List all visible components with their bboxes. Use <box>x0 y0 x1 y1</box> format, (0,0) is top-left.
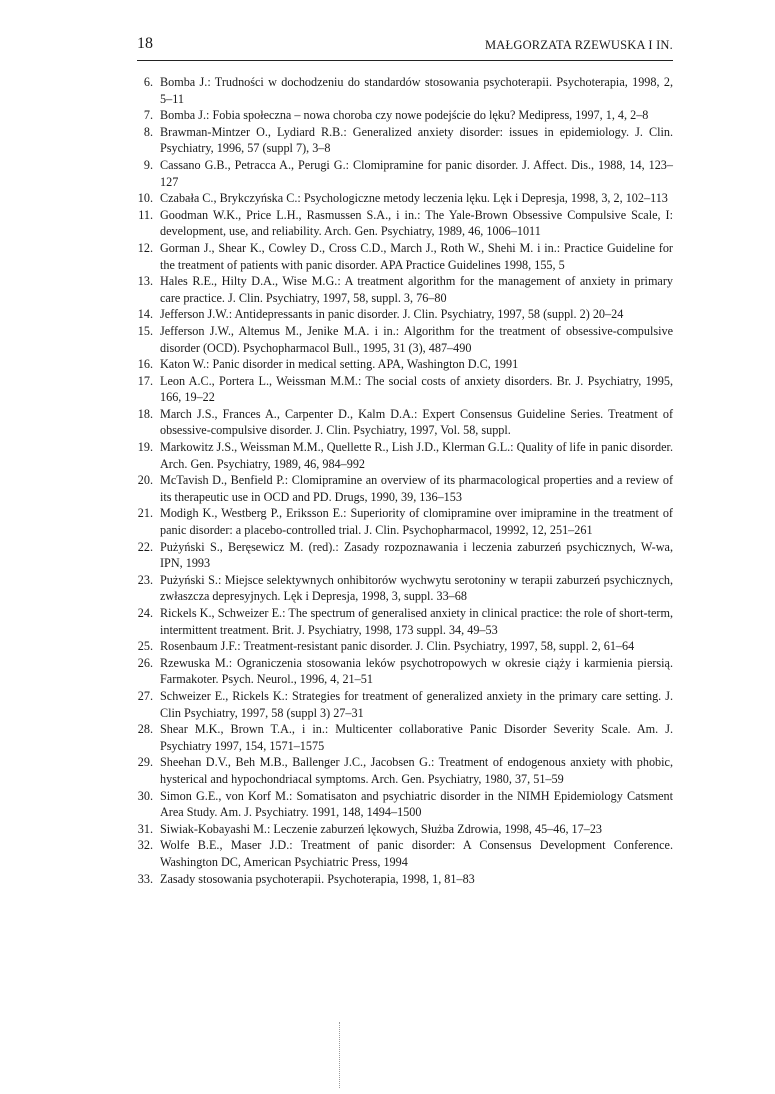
reference-text: March J.S., Frances A., Carpenter D., Kalm D.A.: Expert Consensus Guideline Series. Treatment of obsessive-compulsive disorder. J. Clin. Psychiatry, 1997, Vol. 58, suppl. <box>160 406 673 438</box>
reference-number: 16. <box>137 357 153 372</box>
reference-number: 14. <box>137 307 153 322</box>
reference-text: Cassano G.B., Petracca A., Perugi G.: Clomipramine for panic disorder. J. Affect. Dis., 1988, 14, 123–127 <box>160 157 673 189</box>
reference-item <box>137 323 673 356</box>
reference-item <box>137 373 673 406</box>
reference-item <box>137 439 673 472</box>
reference-number: 23. <box>137 572 153 587</box>
reference-item <box>137 837 673 870</box>
reference-item <box>137 788 673 821</box>
reference-text: Leon A.C., Portera L., Weissman M.M.: The social costs of anxiety disorders. Br. J. Psychiatry, 1995, 166, 19–22 <box>160 373 673 405</box>
reference-item <box>137 821 673 838</box>
reference-text: Katon W.: Panic disorder in medical setting. APA, Washington D.C, 1991 <box>160 357 519 372</box>
reference-text: Jefferson J.W.: Antidepressants in panic disorder. J. Clin. Psychiatry, 1997, 58 (suppl. 2) 20–24 <box>160 307 624 322</box>
reference-item <box>137 754 673 787</box>
reference-item <box>137 505 673 538</box>
reference-item <box>137 539 673 572</box>
reference-text: Sheehan D.V., Beh M.B., Ballenger J.C., Jacobsen G.: Treatment of endogenous anxiety with phobic, hysterical and hypochondriacal symptoms. Arch. Gen. Psychiatry, 1980, 37, 51–59 <box>160 755 673 786</box>
page-number: 18 <box>137 35 153 52</box>
reference-list <box>137 74 673 887</box>
page-header <box>137 34 673 61</box>
reference-item <box>137 605 673 638</box>
reference-text: Wolfe B.E., Maser J.D.: Treatment of panic disorder: A Consensus Development Conference. Washington DC, American Psychiatric Press, 1994 <box>160 838 673 869</box>
reference-text: Hales R.E., Hilty D.A., Wise M.G.: A treatment algorithm for the management of anxiety in primary care practice. J. Clin. Psychiatry, 1997, 58, suppl. 3, 76–80 <box>160 274 673 305</box>
reference-number: 21. <box>137 506 153 521</box>
reference-text: Markowitz J.S., Weissman M.M., Quellette R., Lish J.D., Klerman G.L.: Quality of life in panic disorder. Arch. Gen. Psychiatry, 1989, 46, 984–992 <box>160 440 673 471</box>
reference-item <box>137 240 673 273</box>
reference-text: Goodman W.K., Price L.H., Rasmussen S.A., i in.: The Yale-Brown Obsessive Compulsive Scale, I: development, use, and reliability. Arch. Gen. Psychiatry, 1989, 46, 1006–1011 <box>160 207 673 239</box>
reference-text: Zasady stosowania psychoterapii. Psychoterapia, 1998, 1, 81–83 <box>160 871 475 886</box>
reference-item <box>137 124 673 157</box>
scan-artifact-line <box>339 1022 340 1088</box>
reference-item <box>137 190 673 207</box>
reference-number: 10. <box>137 191 153 206</box>
reference-item <box>137 655 673 688</box>
reference-number: 7. <box>143 108 153 123</box>
reference-text: Gorman J., Shear K., Cowley D., Cross C.D., March J., Roth W., Shehi M. i in.: Practice Guideline for the treatment of patients with panic disorder. APA Practice Guidelines 1998, 155, 5 <box>160 240 673 272</box>
reference-text: Shear M.K., Brown T.A., i in.: Multicenter collaborative Panic Disorder Severity Scale. Am. J. Psychiatry 1997, 154, 1571–1575 <box>160 722 673 753</box>
reference-text: Bomba J.: Trudności w dochodzeniu do standardów stosowania psychoterapii. Psychoterapia, 1998, 2, 5–11 <box>160 75 673 106</box>
reference-number: 27. <box>137 688 153 703</box>
reference-item <box>137 207 673 240</box>
reference-text: Pużyński S.: Miejsce selektywnych onhibitorów wychwytu serotoniny w terapii zaburzeń psychicznych, zwłaszcza depresyjnych. Lęk i Depresja, 1998, 3, suppl. 33–68 <box>160 572 673 604</box>
reference-item <box>137 871 673 888</box>
reference-number: 6. <box>143 75 153 89</box>
reference-number: 13. <box>137 274 153 289</box>
reference-item <box>137 356 673 373</box>
reference-number: 17. <box>137 373 153 388</box>
reference-item <box>137 472 673 505</box>
reference-item <box>137 572 673 605</box>
reference-item <box>137 638 673 655</box>
running-head: MAŁGORZATA RZEWUSKA I IN. <box>484 38 673 52</box>
reference-item <box>137 688 673 721</box>
reference-text: Modigh K., Westberg P., Eriksson E.: Superiority of clomipramine over imipramine in the treatment of panic disorder: a placebo-controlled trial. J. Clin. Psychopharmacol, 19992, 12, 251–261 <box>160 506 673 538</box>
reference-text: Czabała C., Brykczyńska C.: Psychologiczne metody leczenia lęku. Lęk i Depresja, 1998, 3, 2, 102–113 <box>160 191 668 206</box>
reference-text: Simon G.E., von Korf M.: Somatisaton and psychiatric disorder in the NIMH Epidemiology Catsment Area Study. Am. J. Psychiatry. 1991, 148, 1494–1500 <box>160 788 673 820</box>
reference-number: 22. <box>137 539 153 554</box>
reference-item <box>137 406 673 439</box>
reference-text: Rzewuska M.: Ograniczenia stosowania leków psychotropowych w okresie ciąży i karmienia piersią. Farmakoter. Psych. Neurol., 1996, 4, 21–51 <box>160 655 673 687</box>
reference-number: 29. <box>137 755 153 770</box>
reference-number: 28. <box>137 722 153 737</box>
reference-number: 33. <box>137 871 153 886</box>
reference-number: 25. <box>137 639 153 654</box>
reference-number: 20. <box>137 473 153 488</box>
reference-number: 8. <box>143 124 153 139</box>
reference-item <box>137 306 673 323</box>
reference-item <box>137 157 673 190</box>
reference-number: 18. <box>137 406 153 421</box>
reference-number: 24. <box>137 606 153 620</box>
reference-item <box>137 273 673 306</box>
reference-item <box>137 721 673 754</box>
reference-text: Brawman-Mintzer O., Lydiard R.B.: Generalized anxiety disorder: issues in epidemiology. J. Clin. Psychiatry, 1996, 57 (suppl 7), 3–8 <box>160 124 673 156</box>
reference-number: 11. <box>138 207 153 222</box>
reference-number: 19. <box>137 440 153 455</box>
reference-text: Schweizer E., Rickels K.: Strategies for treatment of generalized anxiety in the primary care setting. J. Clin Psychiatry, 1997, 58 (suppl 3) 27–31 <box>160 688 673 720</box>
reference-number: 32. <box>137 838 153 853</box>
reference-number: 9. <box>143 157 153 172</box>
reference-number: 12. <box>137 240 153 255</box>
reference-number: 30. <box>137 788 153 803</box>
reference-number: 26. <box>137 655 153 670</box>
reference-text: Siwiak-Kobayashi M.: Leczenie zaburzeń lękowych, Służba Zdrowia, 1998, 45–46, 17–23 <box>160 821 603 836</box>
reference-item <box>137 107 673 124</box>
reference-number: 15. <box>137 323 153 338</box>
reference-text: Pużyński S., Beręsewicz M. (red).: Zasady rozpoznawania i leczenia zaburzeń psychicznych, W-wa, IPN, 1993 <box>160 539 673 571</box>
reference-number: 31. <box>137 821 153 836</box>
reference-text: Jefferson J.W., Altemus M., Jenike M.A. i in.: Algorithm for the treatment of obsessive-compulsive disorder (OCD). Psychopharmacol Bull., 1995, 31 (3), 487–490 <box>160 323 673 355</box>
reference-text: Rickels K., Schweizer E.: The spectrum of generalised anxiety in clinical practice: the role of short-term, intermittent treatment. Brit. J. Psychiatry, 1998, 173 suppl. 34, 49–53 <box>160 606 673 637</box>
reference-item <box>137 74 673 107</box>
reference-text: Bomba J.: Fobia społeczna – nowa choroba czy nowe podejście do lęku? Medipress, 1997, 1, 4, 2–8 <box>160 108 649 123</box>
reference-text: McTavish D., Benfield P.: Clomipramine an overview of its pharmacological properties and a review of its therapeutic use in OCD and PD. Drugs, 1990, 39, 136–153 <box>160 473 673 504</box>
reference-text: Rosenbaum J.F.: Treatment-resistant panic disorder. J. Clin. Psychiatry, 1997, 58, suppl. 2, 61–64 <box>160 639 635 654</box>
